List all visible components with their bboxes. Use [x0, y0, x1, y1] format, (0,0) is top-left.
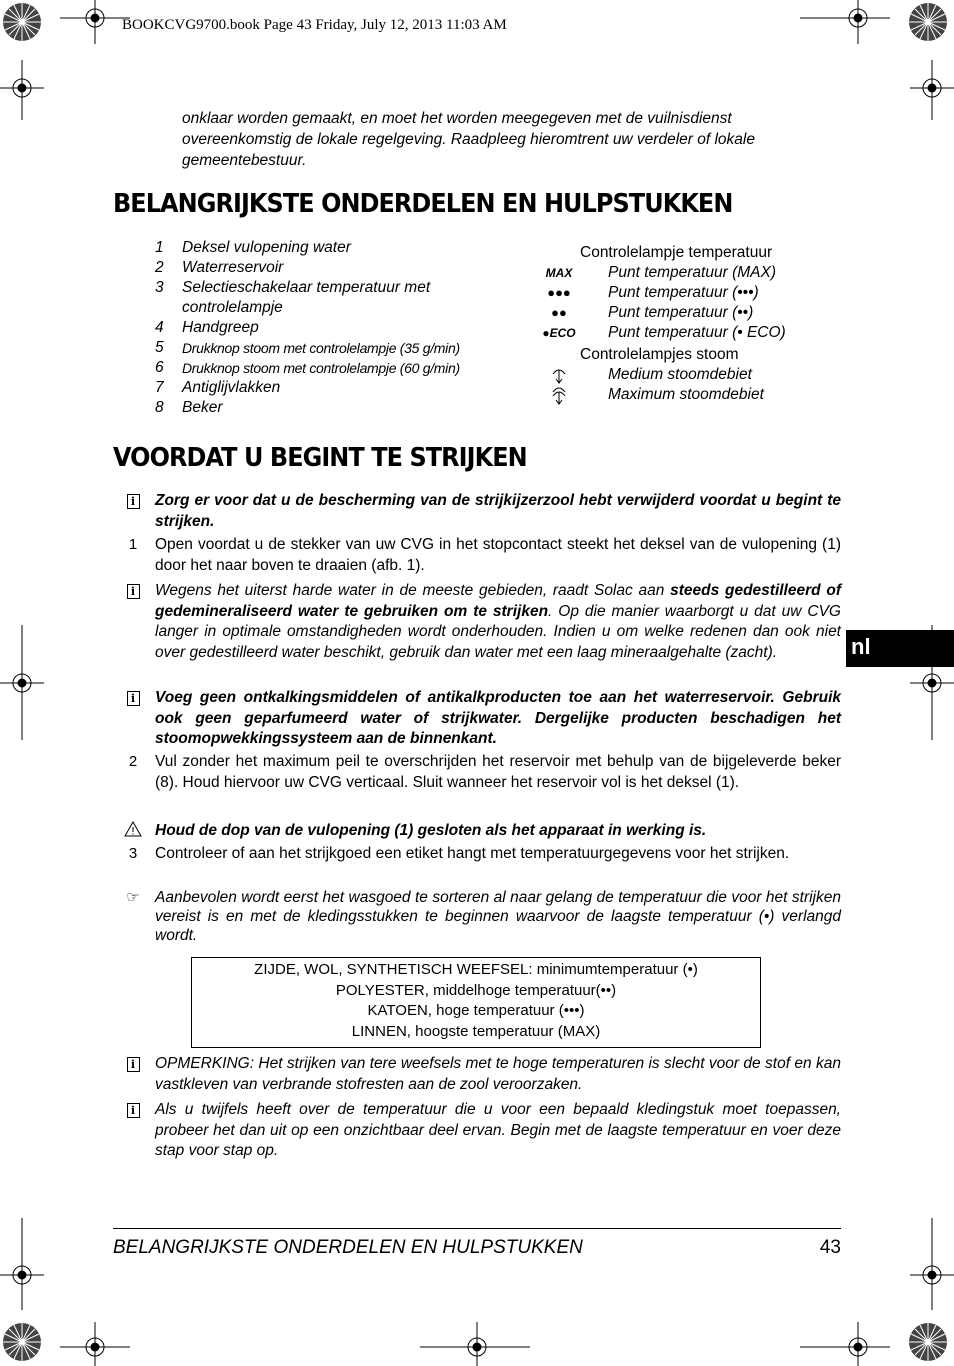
legend-item: Medium stoomdebiet	[540, 365, 840, 385]
step-1: 1 Open voordat u de stekker van uw CVG in het stopcontact steekt het deksel van de vulopening (1) door het naar boven te draaien (afb. 1).	[128, 536, 841, 574]
footer-divider	[113, 1228, 841, 1229]
legend-item: ●●● Punt temperatuur (•••)	[540, 283, 840, 303]
temperature-table	[191, 957, 761, 1048]
temp-heading: Controlelampje temperatuur	[580, 244, 773, 261]
info-icon: i	[127, 1057, 140, 1072]
list-item: 4 Handgreep	[155, 319, 259, 336]
parts-list	[155, 238, 535, 418]
three-dots-icon: ●●●	[547, 285, 571, 300]
info-icon: i	[127, 494, 140, 509]
eco-icon: ●ECO	[542, 326, 576, 340]
step-2: 2 Vul zonder het maximum peil te overschrijden het reservoir met behulp van de bijgeleverde beker (8). Houd hiervoor uw CVG verticaal. Sluit wanneer het reservoir vol is het deksel (1).	[128, 753, 841, 791]
max-icon: MAX	[545, 266, 573, 280]
info-note: i Wegens het uiterst harde water in de meeste gebieden, raadt Solac aan steeds gedestilleerd of gedemineraliseerd water te gebruiken om te strijken. Op die manier waarborgt u dat uw CVG langer in optimale omstandigheden wordt onderhouden. Indien u om welke redenen dan ook niet over gedestilleerd water beschikt, gebruik dan water met een laag mineraalgehalte (zacht).	[123, 581, 841, 663]
table-row: POLYESTER, middelhoge temperatuur(••)	[335, 981, 617, 999]
footer-section-title: BELANGRIJKSTE ONDERDELEN EN HULPSTUKKEN	[113, 1237, 583, 1258]
info-note: i Zorg er voor dat u de bescherming van de strijkijzerzool hebt verwijderd voordat u begint te strijken.	[123, 491, 841, 532]
pointing-hand-icon: ☞	[126, 889, 140, 906]
language-tab: nl	[846, 630, 954, 667]
list-item: 3 Selectieschakelaar temperatuur met controlelampje	[155, 279, 431, 316]
list-item: 7 Antiglijvlakken	[155, 379, 281, 396]
info-icon: i	[127, 584, 140, 599]
info-note: i OPMERKING: Het strijken van tere weefsels met te hoge temperaturen is slecht voor de stof en kan vastkleven van verbrande stofresten aan de zool veroorzaken.	[123, 1054, 841, 1095]
instructions	[123, 491, 841, 1171]
legend-item: MAX Punt temperatuur (MAX)	[540, 263, 840, 283]
steam-heading: Controlelampjes stoom	[580, 346, 739, 363]
print-header: BOOKCVG9700.book Page 43 Friday, July 12, 2013 11:03 AM	[122, 17, 507, 33]
legend-item: ●ECO Punt temperatuur (• ECO)	[540, 323, 840, 343]
list-item: 1 Deksel vulopening water	[155, 239, 351, 256]
step-3: 3 Controleer of aan het strijkgoed een etiket hangt met temperatuurgegevens voor het strijken.	[128, 845, 790, 862]
info-note: i Voeg geen ontkalkingsmiddelen of antikalkproducten toe aan het waterreservoir. Gebruik ook geen geparfumeerd water of strijkwater. Dergelijke producten beschadigen het stoomopwekkingssysteem aan de binnenkant.	[123, 688, 841, 750]
two-dots-icon: ●●	[551, 305, 567, 320]
indicator-legend	[540, 243, 840, 405]
info-icon: i	[127, 1103, 140, 1118]
legend-item: Maximum stoomdebiet	[540, 385, 840, 405]
warning-icon	[123, 821, 143, 844]
table-row: ZIJDE, WOL, SYNTHETISCH WEEFSEL: minimumtemperatuur (•)	[254, 961, 698, 978]
section-title-before-ironing: VOORDAT U BEGINT TE STRIJKEN	[113, 443, 527, 473]
list-item: 5 Drukknop stoom met controlelampje (35 g/min)	[155, 339, 460, 356]
page-number: 43	[819, 1237, 841, 1258]
table-row: LINNEN, hoogste temperatuur (MAX)	[351, 1022, 601, 1040]
list-item: 2 Waterreservoir	[155, 259, 284, 276]
list-item: 8 Beker	[155, 399, 223, 416]
info-icon: i	[127, 691, 140, 706]
info-note: i Als u twijfels heeft over de temperatuur die u voor een bepaald kledingstuk moet toepassen, probeer het dan uit op een onzichtbaar deel ervan. Begin met de laagste temperatuur en voer deze stap voor stap op.	[123, 1100, 841, 1162]
steam-max-icon	[540, 385, 578, 411]
intro-paragraph: onklaar worden gemaakt, en moet het worden meegegeven met de vuilnisdienst overeenkomstig de lokale regelgeving. Raadpleeg hieromtrent uw verdeler of lokale gemeentebestuur.	[182, 110, 755, 169]
list-item: 6 Drukknop stoom met controlelampje (60 g/min)	[155, 359, 460, 376]
warning-note: Houd de dop van de vulopening (1) gesloten als het apparaat in werking is.	[123, 821, 841, 842]
section-title-parts: BELANGRIJKSTE ONDERDELEN EN HULPSTUKKEN	[113, 189, 733, 219]
table-row: KATOEN, hoge temperatuur (•••)	[367, 1002, 585, 1019]
tip-note: ☞ Aanbevolen wordt eerst het wasgoed te sorteren al naar gelang de temperatuur die voor het strijken vereist is en met de kledingsstukken te beginnen waarvoor de laagste temperatuur (•) verlangd wordt.	[123, 888, 841, 945]
legend-item: ●● Punt temperatuur (••)	[540, 303, 840, 323]
